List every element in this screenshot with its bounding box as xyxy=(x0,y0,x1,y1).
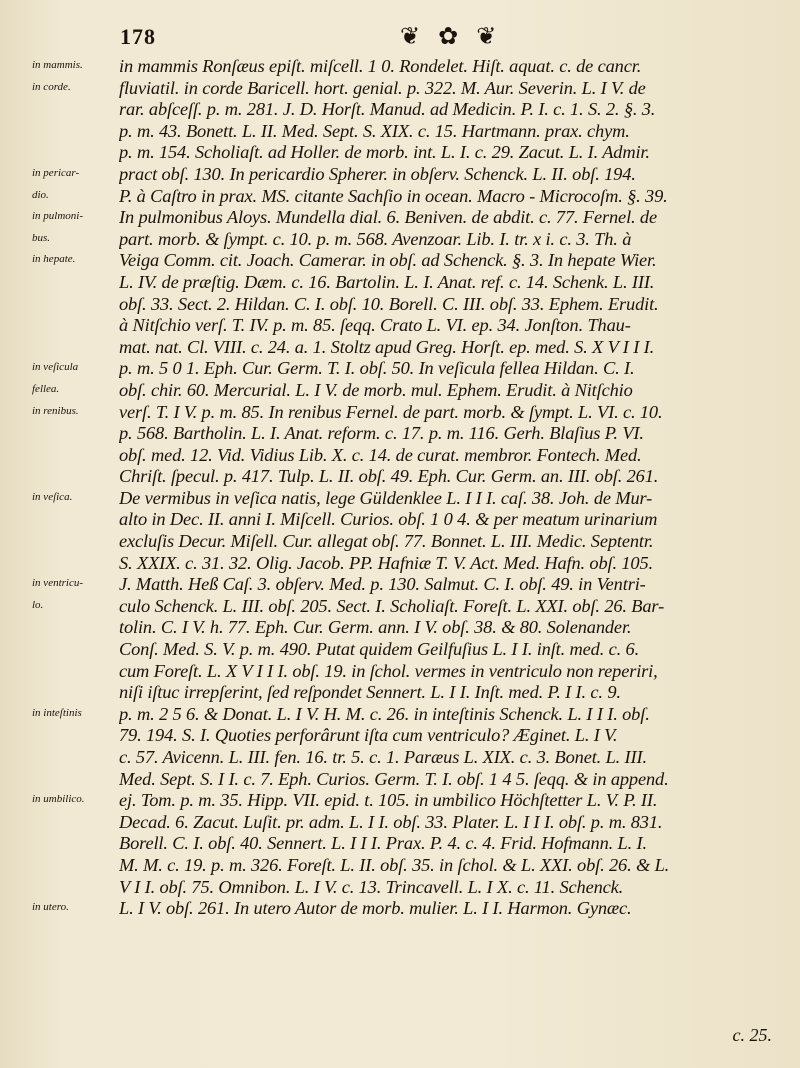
text-line: à Nitſchio verſ. T. IV. p. m. 85. ſeqq. Crato L. VI. ep. 34. Jonſton. Thau- xyxy=(119,315,631,336)
text-row xyxy=(0,661,800,683)
margin-note: lo. xyxy=(32,598,44,611)
text-line: Veiga Comm. cit. Joach. Camerar. in obſ. ad Schenck. §. 3. In hepate Wier. xyxy=(119,250,657,271)
text-row xyxy=(0,445,800,467)
text-row xyxy=(0,337,800,359)
text-row xyxy=(0,617,800,639)
text-row xyxy=(0,358,800,380)
text-row xyxy=(0,142,800,164)
text-line: tolin. C. I V. h. 77. Eph. Cur. Germ. ann. I V. obſ. 38. & 80. Solenander. xyxy=(119,617,632,638)
text-line: M. M. c. 19. p. m. 326. Foreſt. L. II. obſ. 35. in ſchol. & L. XXI. obſ. 26. & L. xyxy=(119,854,670,875)
header-ornament: ❦ ✿ ❦ xyxy=(400,24,503,50)
text-row xyxy=(0,56,800,78)
text-row xyxy=(0,725,800,747)
margin-note: in ventricu- xyxy=(32,577,84,590)
text-line: S. XXIX. c. 31. 32. Olig. Jacob. PP. Hafniæ T. V. Act. Med. Hafn. obſ. 105. xyxy=(119,552,653,573)
text-line: fluviatil. in corde Baricell. hort. genial. p. 322. M. Aur. Severin. L. I V. de xyxy=(119,77,646,98)
text-line: obſ. 33. Sect. 2. Hildan. C. I. obſ. 10. Borell. C. III. obſ. 33. Ephem. Erudit. xyxy=(119,293,659,314)
text-line: p. m. 2 5 6. & Donat. L. I V. H. M. c. 26. in inteſtinis Schenck. L. I I I. obſ. xyxy=(119,703,650,724)
text-row xyxy=(0,898,800,920)
text-row xyxy=(0,250,800,272)
text-row xyxy=(0,553,800,575)
text-row xyxy=(0,704,800,726)
margin-note: in utero. xyxy=(32,901,69,914)
text-row xyxy=(0,488,800,510)
text-line: culo Schenck. L. III. obſ. 205. Sect. I. Scholiaſt. Foreſt. L. XXI. obſ. 26. Bar- xyxy=(119,595,665,616)
text-row xyxy=(0,294,800,316)
text-line: Chriſt. ſpecul. p. 417. Tulp. L. II. obſ. 49. Eph. Cur. Germ. an. III. obſ. 261. xyxy=(119,466,659,487)
text-row xyxy=(0,164,800,186)
text-row xyxy=(0,877,800,899)
margin-note: fellea. xyxy=(32,382,60,395)
margin-note: in veſica. xyxy=(32,490,73,503)
text-line: Borell. C. I. obſ. 40. Sennert. L. I I I. Prax. P. 4. c. 4. Frid. Hofmann. L. I. xyxy=(119,833,647,854)
text-row xyxy=(0,855,800,877)
text-row xyxy=(0,769,800,791)
text-line: pract obſ. 130. In pericardio Spherer. in obſerv. Schenck. L. II. obſ. 194. xyxy=(119,163,636,184)
text-line: ej. Tom. p. m. 35. Hipp. VII. epid. t. 105. in umbilico Höchſtetter L. V. P. II. xyxy=(119,790,658,811)
margin-note: bus. xyxy=(32,231,51,244)
text-line: p. m. 43. Bonett. L. II. Med. Sept. S. XIX. c. 15. Hartmann. prax. chym. xyxy=(119,120,630,141)
text-line: P. à Caſtro in prax. MS. citante Sachſio in ocean. Macro - Microcoſm. §. 39. xyxy=(119,185,668,206)
text-line: p. 568. Bartholin. L. I. Anat. reform. c. 17. p. m. 116. Gerh. Blaſius P. VI. xyxy=(119,423,644,444)
text-line: c. 57. Avicenn. L. III. fen. 16. tr. 5. c. 1. Paræus L. XIX. c. 3. Bonet. L. III. xyxy=(119,747,647,767)
text-line: L. IV. de præſtig. Dæm. c. 16. Bartolin. L. I. Anat. ref. c. 14. Schenk. L. III. xyxy=(119,271,655,292)
text-row xyxy=(0,682,800,704)
text-line: part. morb. & ſympt. c. 10. p. m. 568. Avenzoar. Lib. I. tr. x i. c. 3. Th. à xyxy=(119,228,632,249)
text-row xyxy=(0,531,800,553)
text-row xyxy=(0,121,800,143)
text-line: obſ. med. 12. Vid. Vidius Lib. X. c. 14. de curat. membror. Fontech. Med. xyxy=(119,444,642,465)
text-row xyxy=(0,380,800,402)
text-row xyxy=(0,812,800,834)
text-line: V I I. obſ. 75. Omnibon. L. I V. c. 13. Trincavell. L. I X. c. 11. Schenck. xyxy=(119,876,624,897)
text-row xyxy=(0,78,800,100)
text-line: Decad. 6. Zacut. Luſit. pr. adm. L. I I. obſ. 33. Plater. L. I I I. obſ. p. m. 831. xyxy=(119,811,663,832)
text-row xyxy=(0,402,800,424)
text-row xyxy=(0,833,800,855)
text-line: rar. abſceſſ. p. m. 281. J. D. Horſt. Manud. ad Medicin. P. I. c. 1. S. 2. §. 3. xyxy=(119,99,656,120)
text-body xyxy=(0,56,800,920)
text-row xyxy=(0,509,800,531)
page-number: 178 xyxy=(120,24,156,49)
margin-note: in pericar- xyxy=(32,166,80,179)
text-line: Conſ. Med. S. V. p. m. 490. Putat quidem Geilfuſius L. I I. inſt. med. c. 6. xyxy=(119,639,640,660)
margin-note: in inteſtinis xyxy=(32,706,82,719)
margin-note: in veſicula xyxy=(32,361,79,374)
margin-note: in corde. xyxy=(32,80,71,93)
text-line: cum Foreſt. L. X V I I I. obſ. 19. in ſchol. vermes in ventriculo non reperiri, xyxy=(119,660,658,681)
text-row xyxy=(0,747,800,769)
text-row xyxy=(0,229,800,251)
text-row xyxy=(0,207,800,229)
text-line: excluſis Decur. Miſell. Cur. allegat obſ. 77. Bonnet. L. III. Medic. Septentr. xyxy=(119,531,654,552)
text-line: De vermibus in veſica natis, lege Güldenklee L. I I I. caſ. 38. Joh. de Mur- xyxy=(119,487,653,508)
page-header xyxy=(120,22,780,54)
text-row xyxy=(0,186,800,208)
text-line: 79. 194. S. I. Quoties perforârunt iſta cum ventriculo? Æginet. L. I V. xyxy=(119,725,618,746)
text-row xyxy=(0,596,800,618)
text-row xyxy=(0,574,800,596)
margin-note: in hepate. xyxy=(32,253,76,266)
text-line: Med. Sept. S. I I. c. 7. Eph. Curios. Germ. T. I. obſ. 1 4 5. ſeqq. & in append. xyxy=(119,768,669,789)
text-line: mat. nat. Cl. VIII. c. 24. a. 1. Stoltz apud Greg. Horſt. ep. med. S. X V I I I. xyxy=(119,336,655,357)
text-row xyxy=(0,639,800,661)
text-line: p. m. 5 0 1. Eph. Cur. Germ. T. I. obſ. 50. In veſicula fellea Hildan. C. I. xyxy=(119,358,635,379)
text-row xyxy=(0,272,800,294)
margin-note: in mammis. xyxy=(32,59,83,71)
text-line: In pulmonibus Aloys. Mundella dial. 6. Beniven. de abdit. c. 77. Fernel. de xyxy=(119,207,657,228)
text-line: alto in Dec. II. anni I. Miſcell. Curios. obſ. 1 0 4. & per meatum urinarium xyxy=(119,509,658,530)
text-line: p. m. 154. Scholiaſt. ad Holler. de morb. int. L. I. c. 29. Zacut. L. I. Admir. xyxy=(119,142,650,163)
margin-note: in umbilico. xyxy=(32,793,85,806)
margin-note: in pulmoni- xyxy=(32,210,84,223)
text-row xyxy=(0,790,800,812)
margin-note: dio. xyxy=(32,188,49,201)
text-line: niſi iſtuc irrepſerint, ſed reſpondet Sennert. L. I I. Inſt. med. P. I I. c. 9. xyxy=(119,682,621,703)
text-row xyxy=(0,315,800,337)
catchword: c. 25. xyxy=(732,1025,772,1045)
text-line: verſ. T. I V. p. m. 85. In renibus Fernel. de part. morb. & ſympt. L. VI. c. 10. xyxy=(119,401,663,422)
text-line: J. Matth. Heß Caſ. 3. obſerv. Med. p. 130. Salmut. C. I. obſ. 49. in Ventri- xyxy=(119,574,646,595)
text-row xyxy=(0,423,800,445)
text-row xyxy=(0,99,800,121)
margin-note: in renibus. xyxy=(32,404,79,417)
text-line: in mammis Ronſæus epiſt. miſcell. 1 0. Rondelet. Hiſt. aquat. c. de cancr. xyxy=(119,56,642,76)
text-line: obſ. chir. 60. Mercurial. L. I V. de morb. mul. Ephem. Erudit. à Nitſchio xyxy=(119,379,633,400)
text-line: L. I V. obſ. 261. In utero Autor de morb. mulier. L. I I. Harmon. Gynæc. xyxy=(119,898,632,919)
text-row xyxy=(0,466,800,488)
